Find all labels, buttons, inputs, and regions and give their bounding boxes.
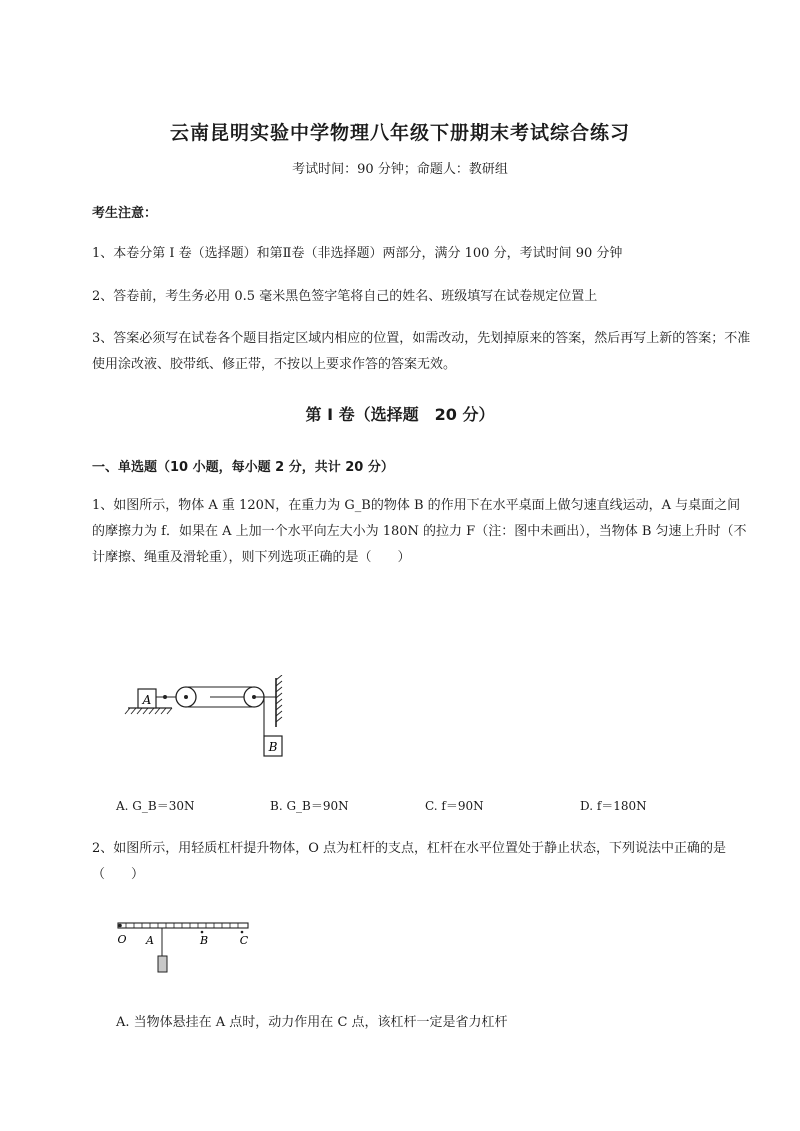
- q1-option-b: B. G_B＝90N: [270, 799, 349, 813]
- hanging-weight: [158, 956, 167, 972]
- section-title: 第 I 卷（选择题 20 分）: [305, 405, 495, 424]
- lever-diagram: [112, 918, 262, 976]
- q1-option-d: D. f＝180N: [580, 799, 647, 813]
- notice-item-2: 2、答卷前，考生务必用 0.5 毫米黑色签字笔将自己的姓名、班级填写在试卷规定位置上: [92, 289, 598, 304]
- q1-option-a: A. G_B＝30N: [116, 799, 195, 813]
- notice-item-3: 3、答案必须写在试卷各个题目指定区域内相应的位置，如需改动，先划掉原来的答案，然后再写上新的答案；不准使用涂改液、胶带纸、修正带，不按以上要求作答的答案无效。: [92, 331, 751, 372]
- page-title: 云南昆明实验中学物理八年级下册期末考试综合练习: [169, 122, 630, 144]
- notice-heading: 考生注意：: [92, 206, 158, 221]
- block-a-label: A: [142, 693, 152, 707]
- question-1-text: 1、如图所示，物体 A 重 120N，在重力为 G_B的物体 B 的作用下在水平桌面上做匀速直线运动，A 与桌面之间的摩擦力为 f．如果在 A 上加一个水平向左大小为 180N 的拉力 F（注：图中未画出），当物体 B 匀速上升时（不计摩擦、绳重及滑轮重），则下列选项正确的是（ ）: [92, 498, 747, 565]
- q1-option-c: C. f＝90N: [425, 799, 484, 813]
- notice-item-1: 1、本卷分第 I 卷（选择题）和第Ⅱ卷（非选择题）两部分，满分 100 分，考试时间 90 分钟: [92, 246, 623, 261]
- pulley-diagram: [120, 675, 300, 765]
- label-b: B: [199, 934, 209, 947]
- label-o: O: [117, 933, 127, 946]
- q2-option-a: A. 当物体悬挂在 A 点时，动力作用在 C 点，该杠杆一定是省力杠杆: [116, 1015, 508, 1030]
- question-2-text: 2、如图所示，用轻质杠杆提升物体，O 点为杠杆的支点，杠杆在水平位置处于静止状态，下列说法中正确的是（ ）: [92, 841, 727, 882]
- block-b-label: B: [268, 740, 278, 754]
- part-heading: 一、单选题（10 小题，每小题 2 分，共计 20 分）: [92, 460, 394, 475]
- label-c: C: [239, 934, 249, 947]
- label-a: A: [146, 934, 154, 947]
- exam-info: 考试时间：90 分钟；命题人：教研组: [292, 162, 508, 177]
- lever-bar: [118, 923, 248, 928]
